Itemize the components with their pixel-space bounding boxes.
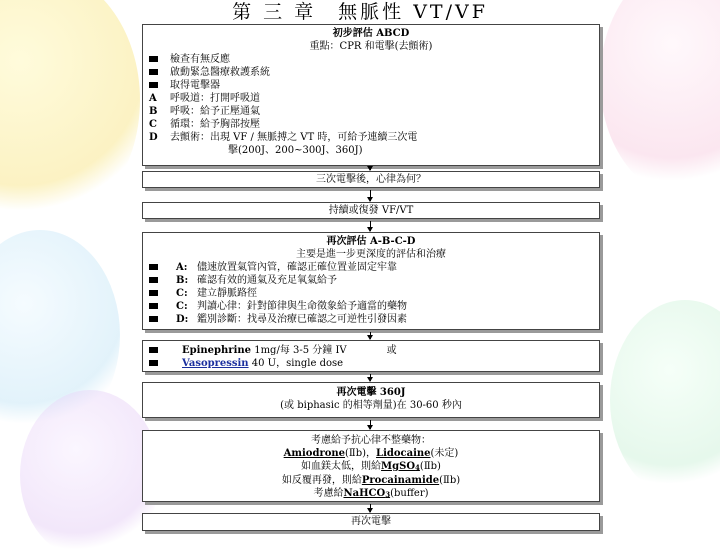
page-title: 第 三 章 無脈性 VT/VF bbox=[232, 1, 488, 23]
amiodarone-link[interactable]: Amiodrone bbox=[283, 448, 346, 459]
bullet-square-icon bbox=[149, 264, 158, 270]
bullet-square-icon bbox=[149, 69, 158, 75]
repeat-shock-box bbox=[142, 382, 600, 418]
list-item: D: 鑑別診斷：找尋及治療已確認之可逆性引發因素 bbox=[143, 313, 599, 326]
yellow-balloon-decoration bbox=[0, 0, 140, 230]
antiarrhythmic-box bbox=[142, 430, 600, 502]
purple-balloon-decoration bbox=[20, 390, 160, 560]
secondary-assessment-box bbox=[142, 232, 600, 330]
mgso4-link[interactable]: MgSO4 bbox=[381, 461, 420, 472]
procainamide-link[interactable]: Procainamide bbox=[361, 475, 440, 486]
flow-arrow bbox=[370, 190, 371, 201]
antiarrhythmic-line: Amiodrone(Ⅱb)，Lidocaine(未定) bbox=[283, 448, 459, 459]
list-item: A 呼吸道：打開呼吸道 bbox=[149, 93, 260, 104]
antiarrhythmic-line: 如血鎂太低，則給MgSO4(Ⅱb) bbox=[301, 461, 441, 472]
antiarrhythmic-title: 考慮給予抗心律不整藥物： bbox=[311, 435, 431, 446]
bullet-square-icon bbox=[149, 316, 158, 322]
list-item: C 循環：給予胸部按壓 bbox=[149, 119, 260, 130]
flow-arrow bbox=[370, 504, 371, 512]
bullet-square-icon bbox=[149, 360, 158, 366]
antiarrhythmic-line: 如反覆再發，則給Procainamide(Ⅱb) bbox=[281, 475, 461, 486]
list-item: Vasopressin 40 U，single dose bbox=[143, 357, 599, 370]
list-item-continuation: 擊(200J、200~300J、360J) bbox=[228, 145, 363, 156]
shock-again-text: 再次電擊 bbox=[351, 516, 391, 527]
list-item: C: 建立靜脈路徑 bbox=[143, 287, 599, 300]
bullet-square-icon bbox=[149, 303, 158, 309]
list-item: Epinephrine 1mg/每 3-5 分鐘 IV 或 bbox=[143, 344, 599, 357]
rhythm-question-text: 三次電擊後，心律為何？ bbox=[316, 174, 426, 185]
repeat-shock-line2: (或 biphasic 的相等劑量)在 30-60 秒內 bbox=[280, 400, 462, 411]
bullet-square-icon bbox=[149, 56, 158, 62]
flow-arrow bbox=[370, 332, 371, 339]
flow-arrow bbox=[370, 374, 371, 381]
persistent-vf-text: 持續或復發 VF/VT bbox=[328, 205, 414, 216]
list-item: B: 確認有效的通氣及充足氧氣給予 bbox=[143, 274, 599, 287]
flow-arrow bbox=[370, 420, 371, 429]
bullet-square-icon bbox=[149, 290, 158, 296]
secondary-assessment-title: 再次評估 A-B-C-D bbox=[326, 236, 416, 247]
shock-again-box bbox=[142, 513, 600, 531]
vasopressin-link[interactable]: Vasopressin bbox=[182, 358, 249, 369]
initial-assessment-subtitle: 重點：CPR 和電擊(去顫術) bbox=[309, 41, 433, 52]
epinephrine-drug: Epinephrine bbox=[182, 345, 252, 356]
pink-balloon-decoration bbox=[600, 0, 720, 200]
initial-assessment-box bbox=[142, 24, 600, 166]
green-balloon-decoration bbox=[610, 300, 720, 500]
list-item: C: 判讀心律：針對節律與生命徵象給予適當的藥物 bbox=[143, 300, 599, 313]
list-item: A: 儘速放置氣管內管，確認正確位置並固定牢靠 bbox=[143, 261, 599, 274]
list-item: 啟動緊急醫療救護系統 bbox=[143, 66, 599, 79]
repeat-shock-line1: 再次電擊 360J bbox=[336, 387, 406, 398]
list-item: 檢查有無反應 bbox=[143, 53, 599, 66]
flow-arrow bbox=[370, 168, 371, 170]
persistent-vf-box bbox=[142, 202, 600, 219]
rhythm-question-box bbox=[142, 171, 600, 188]
list-item: D 去顫術：出現 VF / 無脈搏之 VT 時，可給予連續三次電 bbox=[149, 132, 418, 143]
bullet-square-icon bbox=[149, 347, 158, 353]
bullet-square-icon bbox=[149, 277, 158, 283]
flow-arrow bbox=[370, 221, 371, 231]
initial-assessment-title: 初步評估 ABCD bbox=[332, 28, 410, 39]
lidocaine-link[interactable]: Lidocaine bbox=[376, 448, 431, 459]
secondary-assessment-subtitle: 主要是進一步更深度的評估和治療 bbox=[296, 249, 446, 260]
vasopressor-box bbox=[142, 340, 600, 372]
bullet-square-icon bbox=[149, 82, 158, 88]
list-item: B 呼吸：給予正壓通氣 bbox=[149, 106, 260, 117]
antiarrhythmic-line: 考慮給NaHCO3(buffer) bbox=[313, 488, 429, 499]
nahco3-link[interactable]: NaHCO3 bbox=[343, 488, 391, 499]
list-item: 取得電擊器 bbox=[143, 79, 599, 92]
